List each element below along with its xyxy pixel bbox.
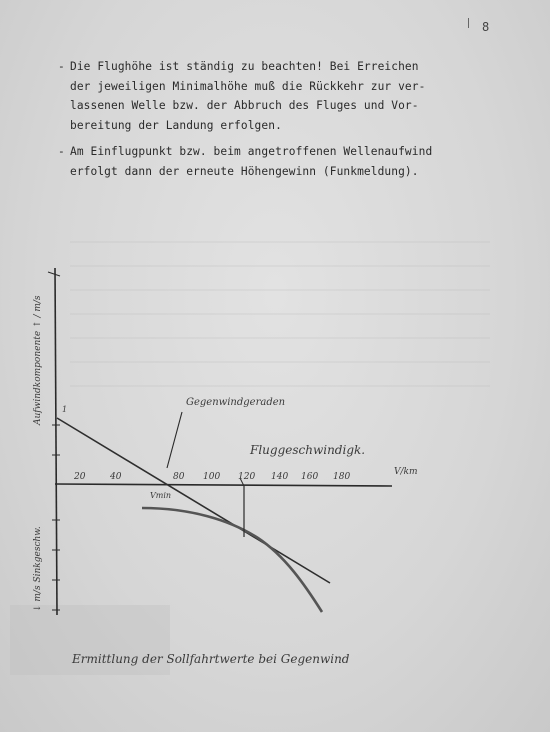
- polar-curve: [142, 508, 322, 612]
- diagram-caption: Ermittlung der Sollfahrtwerte bei Gegenwind: [72, 652, 350, 666]
- vmin-label: Vmin: [150, 491, 172, 500]
- x-axis-label: Fluggeschwindigk.: [250, 443, 366, 457]
- bullet-dash: -: [58, 145, 65, 158]
- annotation-label: Gegenwindgeraden: [186, 397, 286, 408]
- paragraph-line: Die Flughöhe ist ständig zu beachten! Bei Erreichen: [70, 60, 419, 73]
- y-value-mark: 1: [62, 405, 68, 414]
- paragraph-line: der jeweiligen Minimalhöhe muß die Rückkehr zur ver-: [70, 79, 426, 93]
- paragraph-line: lassenen Welle bzw. der Abbruch des Fluges und Vor-: [70, 99, 419, 112]
- y-axis-top-tick: [48, 272, 60, 276]
- x-axis: [55, 484, 392, 486]
- paragraph-line: erfolgt dann der erneute Höhengewinn (Funkmeldung).: [70, 164, 419, 178]
- y-axis-label-upper: Aufwindkomponente ↑ / m/s: [33, 295, 43, 425]
- paragraph-line: Am Einflugpunkt bzw. beim angetroffenen Wellenaufwind: [70, 145, 433, 158]
- x-tick-label: 20: [74, 472, 86, 482]
- x-unit-label: V/km: [394, 467, 418, 477]
- x-tick-label: 140: [271, 472, 289, 482]
- y-axis-label-lower: ↓ m/s Sinkgeschw.: [33, 526, 43, 612]
- x-tick-label: 160: [301, 472, 319, 482]
- y-axis: [55, 268, 57, 615]
- x-tick-label: 120: [238, 472, 256, 482]
- x-tick-label: 80: [173, 472, 185, 482]
- annotation-pointer: [167, 412, 182, 468]
- x-tick-label: 100: [203, 472, 221, 482]
- page-number: 8: [482, 20, 490, 34]
- x-tick-label: 180: [333, 472, 351, 482]
- paragraph-line: bereitung der Landung erfolgen.: [70, 118, 282, 132]
- x-tick-label: 40: [110, 472, 122, 482]
- bullet-dash: -: [58, 60, 65, 73]
